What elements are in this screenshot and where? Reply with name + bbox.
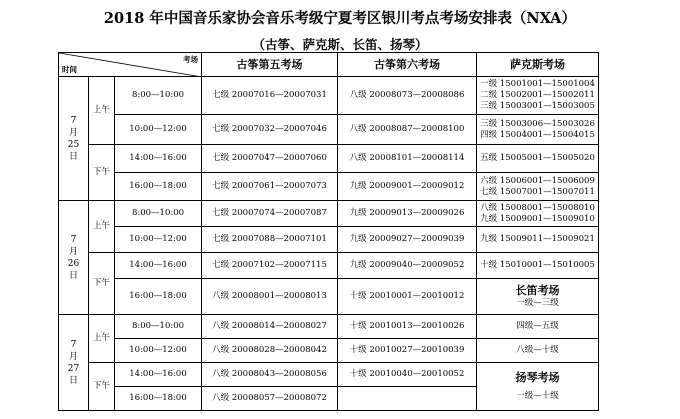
- day-label: [59, 77, 89, 201]
- period-label: 下午: [89, 145, 115, 201]
- saxophone-cell: 九级 15009011—15009021: [477, 227, 599, 253]
- saxophone-line: 六级 15006001—15006009: [480, 175, 595, 186]
- saxophone-cell: [477, 201, 599, 227]
- yangqin-block: [477, 363, 599, 411]
- column-header-saxophone: 萨克斯考场: [477, 53, 599, 77]
- time-cell: 8:00—10:00: [115, 201, 202, 227]
- corner-time-label: 时间: [62, 65, 77, 74]
- day-label-part: 7: [70, 339, 77, 350]
- guzheng-6-cell: 十级 20010013—20010026: [338, 315, 477, 339]
- time-cell: 16:00—18:00: [115, 279, 202, 315]
- period-label: 下午: [89, 363, 115, 411]
- saxophone-line: 三级 15003001—15003005: [480, 101, 595, 111]
- guzheng-5-cell: 七级 20007016—20007031: [202, 77, 338, 115]
- table-row: [59, 145, 599, 173]
- column-header-guzheng-6: 古筝第六考场: [338, 53, 477, 77]
- corner-header: [59, 53, 202, 77]
- table-row: [59, 253, 599, 279]
- saxophone-cell: [477, 173, 599, 201]
- guzheng-6-cell: 八级 20008073—20008086: [338, 77, 477, 115]
- saxophone-cell: [477, 115, 599, 145]
- time-cell: 8:00—10:00: [115, 77, 202, 115]
- guzheng-6-cell: 十级 20010001—20010012: [338, 279, 477, 315]
- guzheng-6-cell: 八级 20008101—20008114: [338, 145, 477, 173]
- page-title: 2018 年中国音乐家协会音乐考级宁夏考区银川考点考场安排表（NXA）: [103, 10, 577, 27]
- time-cell: 16:00—18:00: [115, 387, 202, 411]
- guzheng-6-cell: 十级 20010027—20010039: [338, 339, 477, 363]
- table-row: [59, 173, 599, 201]
- saxophone-line: 七级 15007001—15007011: [480, 186, 595, 197]
- table-row: [59, 201, 599, 227]
- guzheng-5-cell: 八级 20008028—20008042: [202, 339, 338, 363]
- saxophone-cell: 五级 15005001—15005020: [477, 145, 599, 173]
- saxophone-cell: 十级 15010001—15010005: [477, 253, 599, 279]
- flute-heading: 长笛考场: [515, 284, 560, 297]
- corner-room-label: 考场: [183, 55, 199, 64]
- table-row: [59, 77, 599, 115]
- saxophone-line: 一级 15001001—15001004: [480, 79, 595, 89]
- guzheng-6-cell: 九级 20009040—20009052: [338, 253, 477, 279]
- day-label-part: 月: [68, 246, 78, 257]
- time-cell: 10:00—12:00: [115, 115, 202, 145]
- guzheng-5-cell: 七级 20007074—20007087: [202, 201, 338, 227]
- day-label-part: 日: [68, 151, 78, 162]
- guzheng-5-cell: 八级 20008057—20008072: [202, 387, 338, 411]
- day-label-part: 日: [68, 375, 78, 386]
- guzheng-5-cell: 七级 20007032—20007046: [202, 115, 338, 145]
- saxophone-cell: [477, 77, 599, 115]
- guzheng-5-cell: 七级 20007088—20007101: [202, 227, 338, 253]
- guzheng-6-cell: 九级 20009013—20009026: [338, 201, 477, 227]
- period-label: 上午: [89, 315, 115, 363]
- period-label: 上午: [89, 77, 115, 145]
- table-row: [59, 227, 599, 253]
- guzheng-5-cell: 七级 20007061—20007073: [202, 173, 338, 201]
- table-row: [59, 115, 599, 145]
- flute-cell: 八级—十级: [477, 339, 599, 363]
- guzheng-6-cell: 九级 20009027—20009039: [338, 227, 477, 253]
- day-label: [59, 315, 89, 411]
- guzheng-6-cell: 八级 20008087—20008100: [338, 115, 477, 145]
- day-label-part: 日: [68, 270, 78, 281]
- table-row: [59, 279, 599, 315]
- table-row: [59, 363, 599, 387]
- guzheng-6-cell: 九级 20009001—20009012: [338, 173, 477, 201]
- guzheng-5-cell: 七级 20007047—20007060: [202, 145, 338, 173]
- time-cell: 10:00—12:00: [115, 339, 202, 363]
- yangqin-heading: 扬琴考场: [515, 371, 560, 384]
- saxophone-line: 二级 15002001—15002011: [480, 90, 595, 100]
- period-label: 下午: [89, 253, 115, 315]
- time-cell: 8:00—10:00: [115, 315, 202, 339]
- time-cell: 14:00—16:00: [115, 145, 202, 173]
- guzheng-5-cell: 七级 20007102—20007115: [202, 253, 338, 279]
- yangqin-range: 一级—十级: [516, 391, 559, 401]
- flute-range: 一级—三级: [516, 298, 559, 308]
- day-label-part: 月: [68, 127, 78, 138]
- time-cell: 16:00—18:00: [115, 173, 202, 201]
- flute-block: [477, 279, 599, 315]
- guzheng-5-cell: 八级 20008001—20008013: [202, 279, 338, 315]
- page-subtitle: （古筝、萨克斯、长笛、扬琴）: [252, 37, 428, 52]
- table-row: [59, 339, 599, 363]
- guzheng-5-cell: 八级 20008014—20008027: [202, 315, 338, 339]
- period-label: 上午: [89, 201, 115, 253]
- time-cell: 14:00—16:00: [115, 363, 202, 387]
- corner-diagonal: [59, 53, 202, 77]
- column-header-guzheng-5: 古筝第五考场: [202, 53, 338, 77]
- saxophone-line: 八级 15008001—15008010: [480, 202, 595, 213]
- day-label-part: 26: [67, 258, 80, 269]
- flute-cell: 四级—五级: [477, 315, 599, 339]
- guzheng-5-cell: 八级 20008043—20008056: [202, 363, 338, 387]
- table-row: [59, 315, 599, 339]
- day-label-part: 7: [70, 234, 77, 245]
- saxophone-line: 三级 15003006—15003026: [480, 118, 595, 129]
- saxophone-line: 九级 15009001—15009010: [480, 213, 595, 224]
- guzheng-6-cell: 十级 20010040—20010052: [338, 363, 477, 387]
- guzheng-6-cell: [338, 387, 477, 411]
- day-label-part: 25: [67, 139, 80, 150]
- day-label-part: 7: [70, 115, 77, 126]
- day-label-part: 27: [67, 363, 80, 374]
- time-cell: 10:00—12:00: [115, 227, 202, 253]
- day-label-part: 月: [68, 351, 78, 362]
- time-cell: 14:00—16:00: [115, 253, 202, 279]
- schedule-table: [58, 52, 599, 411]
- saxophone-line: 四级 15004001—15004015: [480, 129, 595, 140]
- day-label: [59, 201, 89, 315]
